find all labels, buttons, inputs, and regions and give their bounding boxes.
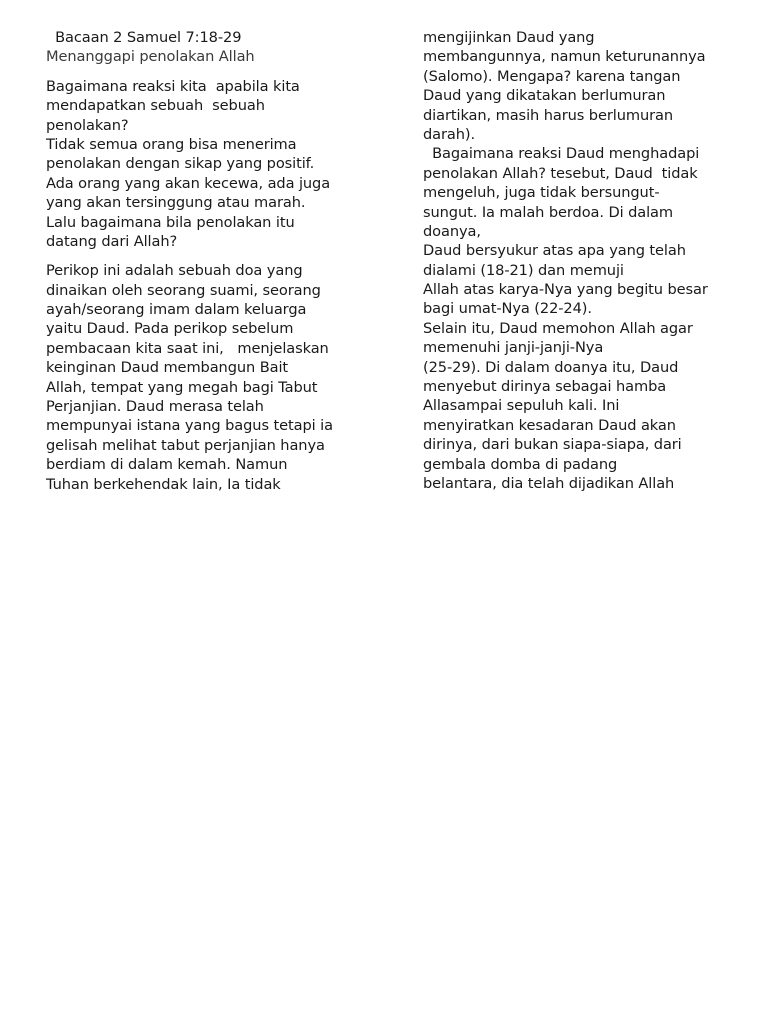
text-line: berdiam di dalam kemah. Namun: [46, 456, 288, 474]
text-line: doanya,: [423, 222, 481, 240]
text-line: gembala domba di padang: [423, 455, 618, 473]
reading-subtitle: Menanggapi penolakan Allah: [46, 48, 255, 66]
text-line: yaitu Daud. Pada perikop sebelum: [46, 320, 294, 338]
text-line: belantara, dia telah dijadikan Allah: [423, 474, 675, 492]
reading-title: Bacaan 2 Samuel 7:18-29: [46, 29, 242, 46]
left-text-column: [46, 28, 386, 494]
text-line: dirinya, dari bukan siapa-siapa, dari: [423, 436, 682, 454]
paragraph-continued: [423, 28, 753, 493]
paragraph-2: [46, 261, 386, 494]
text-line: Bagaimana reaksi Daud menghadapi: [423, 145, 700, 163]
text-line: (Salomo). Mengapa? karena tangan: [423, 67, 681, 85]
text-line: (25-29). Di dalam doanya itu, Daud: [423, 358, 679, 376]
text-line: pembacaan kita saat ini, menjelaskan: [46, 339, 329, 357]
text-line: mengeluh, juga tidak bersungut-: [423, 184, 660, 202]
text-line: Allah, tempat yang megah bagi Tabut: [46, 378, 318, 396]
text-line: gelisah melihat tabut perjanjian hanya: [46, 436, 325, 454]
text-line: ayah/seorang imam dalam keluarga: [46, 301, 307, 319]
text-line: diartikan, masih harus berlumuran: [423, 106, 673, 124]
text-line: penolakan dengan sikap yang positif.: [46, 155, 315, 173]
text-line: Ada orang yang akan kecewa, ada juga: [46, 174, 331, 192]
text-line: penolakan?: [46, 116, 129, 134]
text-line: sungut. Ia malah berdoa. Di dalam: [423, 203, 673, 221]
text-line: Perikop ini adalah sebuah doa yang: [46, 262, 303, 280]
text-line: menyebut dirinya sebagai hamba: [423, 378, 667, 396]
text-line: Allah atas karya-Nya yang begitu besar: [423, 281, 708, 299]
text-line: Perjanjian. Daud merasa telah: [46, 398, 264, 416]
spacer: [46, 67, 386, 77]
text-line: darah).: [423, 125, 476, 143]
text-line: menyiratkan kesadaran Daud akan: [423, 416, 676, 434]
text-line: memenuhi janji-janji-Nya: [423, 339, 604, 357]
text-line: mendapatkan sebuah sebuah: [46, 97, 265, 115]
text-line: datang dari Allah?: [46, 232, 178, 250]
text-line: yang akan tersinggung atau marah.: [46, 194, 306, 212]
text-line: Daud bersyukur atas apa yang telah: [423, 242, 686, 260]
paragraph-1: [46, 77, 386, 252]
text-line: dialami (18-21) dan memuji: [423, 261, 624, 279]
text-line: membangunnya, namun keturunannya: [423, 48, 706, 66]
text-line: Selain itu, Daud memohon Allah agar: [423, 319, 693, 337]
text-line: Tuhan berkehendak lain, Ia tidak: [46, 475, 281, 493]
spacer: [46, 251, 386, 261]
text-line: mempunyai istana yang bagus tetapi ia: [46, 417, 333, 435]
text-line: keinginan Daud membangun Bait: [46, 359, 289, 377]
text-line: dinaikan oleh seorang suami, seorang: [46, 281, 321, 299]
text-line: Daud yang dikatakan berlumuran: [423, 87, 666, 105]
text-line: Allasampai sepuluh kali. Ini: [423, 397, 620, 415]
text-line: mengijinkan Daud yang: [423, 29, 595, 46]
text-line: Tidak semua orang bisa menerima: [46, 135, 297, 153]
text-line: Lalu bagaimana bila penolakan itu: [46, 213, 295, 231]
text-line: Bagaimana reaksi kita apabila kita: [46, 77, 300, 95]
text-line: penolakan Allah? tesebut, Daud tidak: [423, 164, 698, 182]
right-text-column: [423, 28, 753, 493]
text-line: bagi umat-Nya (22-24).: [423, 300, 592, 318]
